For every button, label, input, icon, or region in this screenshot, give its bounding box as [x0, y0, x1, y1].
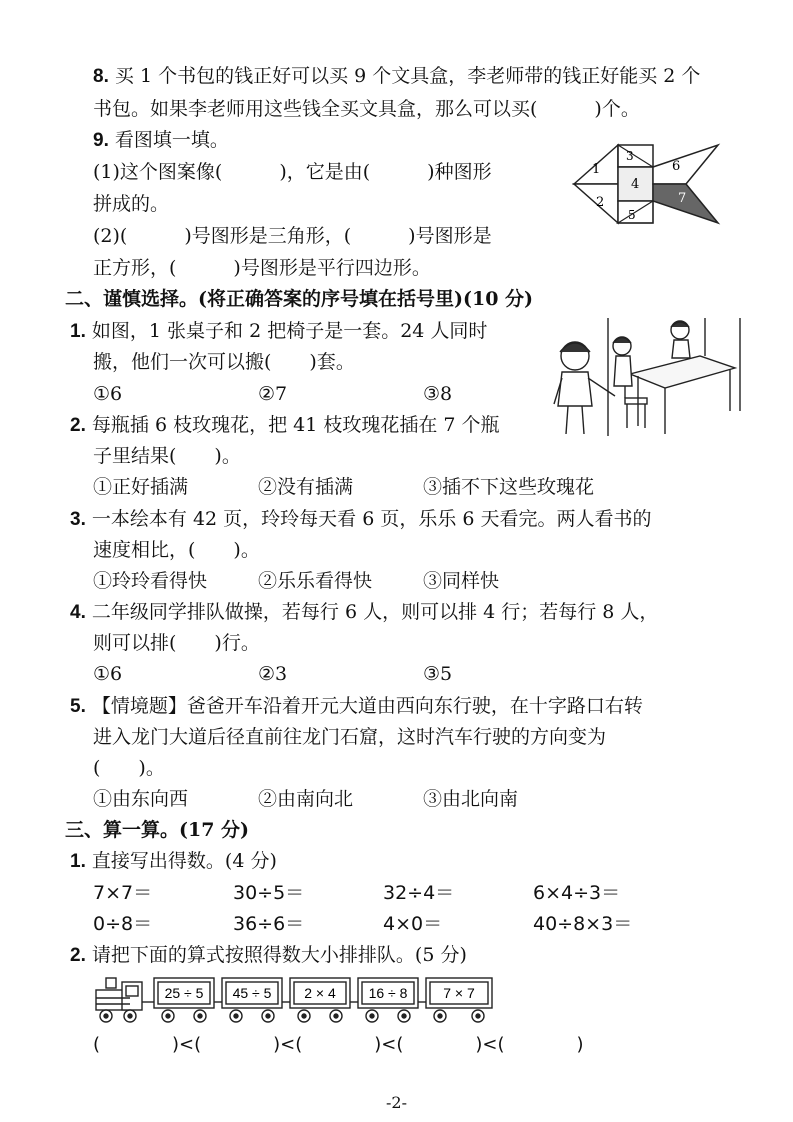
s2-q3-line1: 3. 一本绘本有 42 页，玲玲每天看 6 页，乐乐 6 天看完。两人看书的: [70, 508, 652, 530]
s2-q1-number: 1.: [70, 321, 86, 342]
s3-q1-line: 1. 直接写出得数。(4 分): [70, 850, 277, 872]
calc-expression: 32÷4＝: [383, 882, 455, 904]
ordering-answer-line: ( )<( )<( )<( )<( ): [93, 1034, 584, 1055]
calc-expression: 36÷6＝: [233, 913, 305, 935]
s2-q2-line2: 子里结果( )。: [93, 445, 241, 467]
s2-q2-line1: 2. 每瓶插 6 枝玫瑰花，把 41 枝玫瑰花插在 7 个瓶: [70, 414, 500, 436]
locomotive: [96, 978, 154, 1022]
s2-q4-option-1: ①6: [93, 663, 123, 685]
s2-q3-line2: 速度相比，( )。: [93, 539, 260, 561]
s3-q2-number: 2.: [70, 945, 86, 966]
s2-q5-option-2: ②由南向北: [258, 788, 354, 810]
s2-q1-option-2: ②7: [258, 383, 288, 405]
calc-expression: 0÷8＝: [93, 913, 153, 935]
q9-line5: 正方形，( )号图形是平行四边形。: [93, 257, 431, 279]
train-car-4-label: 16 ÷ 8: [368, 985, 408, 1001]
s2-q3-option-3: ③同样快: [423, 570, 500, 592]
s2-q3-number: 3.: [70, 509, 86, 530]
train-car-1-label: 25 ÷ 5: [164, 985, 204, 1001]
s2-q5-line2: 进入龙门大道后径直前往龙门石窟，这时汽车行驶的方向变为: [93, 726, 607, 748]
s2-q5-line1: 5. 【情境题】爸爸开车沿着开元大道由西向东行驶，在十字路口右转: [70, 695, 643, 717]
q9-line4: (2)( )号图形是三角形，( )号图形是: [93, 225, 492, 247]
page-number: -2-: [386, 1093, 407, 1112]
svg-text:5: 5: [628, 208, 636, 222]
s2-q4-number: 4.: [70, 602, 86, 623]
s2-q1-line1: 1. 如图，1 张桌子和 2 把椅子是一套。24 人同时: [70, 320, 488, 342]
q8-line1: 8. 买 1 个书包的钱正好可以买 9 个文具盒，李老师带的钱正好能买 2 个: [93, 65, 701, 87]
s2-q1-option-1: ①6: [93, 383, 123, 405]
train-car-5-label: 7 × 7: [443, 985, 475, 1001]
calc-expression: 4×0＝: [383, 913, 443, 935]
section2-title: 二、谨慎选择。(将正确答案的序号填在括号里)(10 分): [65, 288, 534, 310]
s2-q3-option-2: ②乐乐看得快: [258, 570, 373, 592]
s2-q4-line2: 则可以排( )行。: [93, 632, 260, 654]
svg-text:7: 7: [678, 191, 687, 206]
s2-q5-option-1: ①由东向西: [93, 788, 189, 810]
calc-expression: 7×7＝: [93, 882, 153, 904]
tangram-fish-figure: [568, 140, 728, 248]
svg-text:1: 1: [592, 162, 601, 177]
s2-q4-option-2: ②3: [258, 663, 288, 685]
train-car-2-label: 45 ÷ 5: [232, 985, 272, 1001]
s2-q5-option-3: ③由北向南: [423, 788, 519, 810]
train-car-3-label: 2 × 4: [304, 985, 336, 1001]
q8-line2: 书包。如果李老师用这些钱全买文具盒，那么可以买( )个。: [93, 98, 640, 120]
q9-number: 9.: [93, 130, 109, 151]
calc-expression: 40÷8×3＝: [533, 913, 633, 935]
calc-expression: 6×4÷3＝: [533, 882, 621, 904]
s2-q2-number: 2.: [70, 415, 86, 436]
tangram-piece-6: [653, 145, 718, 184]
q8-number: 8.: [93, 66, 109, 87]
s2-q5-number: 5.: [70, 696, 86, 717]
s2-q2-option-1: ①正好插满: [93, 476, 189, 498]
q9-line2: (1)这个图案像( )，它是由( )种图形: [93, 161, 492, 183]
svg-text:6: 6: [672, 159, 681, 174]
q9-line3: 拼成的。: [93, 193, 170, 215]
table-chair-illustration: [540, 316, 745, 441]
s3-q1-number: 1.: [70, 851, 86, 872]
s3-q2-line: 2. 请把下面的算式按照得数大小排排队。(5 分): [70, 944, 467, 966]
s2-q2-option-2: ②没有插满: [258, 476, 354, 498]
s2-q3-option-1: ①玲玲看得快: [93, 570, 208, 592]
s2-q1-line2: 搬，他们一次可以搬( )套。: [93, 351, 355, 373]
s2-q4-option-3: ③5: [423, 663, 453, 685]
svg-text:3: 3: [626, 149, 634, 163]
section3-title: 三、算一算。(17 分): [65, 819, 250, 841]
svg-text:2: 2: [596, 195, 605, 210]
s2-q4-line1: 4. 二年级同学排队做操，若每行 6 人，则可以排 4 行；若每行 8 人，: [70, 601, 659, 623]
s2-q5-line3: ( )。: [93, 757, 165, 779]
svg-text:4: 4: [631, 177, 640, 192]
calc-expression: 30÷5＝: [233, 882, 305, 904]
s2-q2-option-3: ③插不下这些玫瑰花: [423, 476, 595, 498]
train-illustration: [92, 972, 502, 1028]
s2-q1-option-3: ③8: [423, 383, 453, 405]
q9-line1: 9. 看图填一填。: [93, 129, 229, 151]
